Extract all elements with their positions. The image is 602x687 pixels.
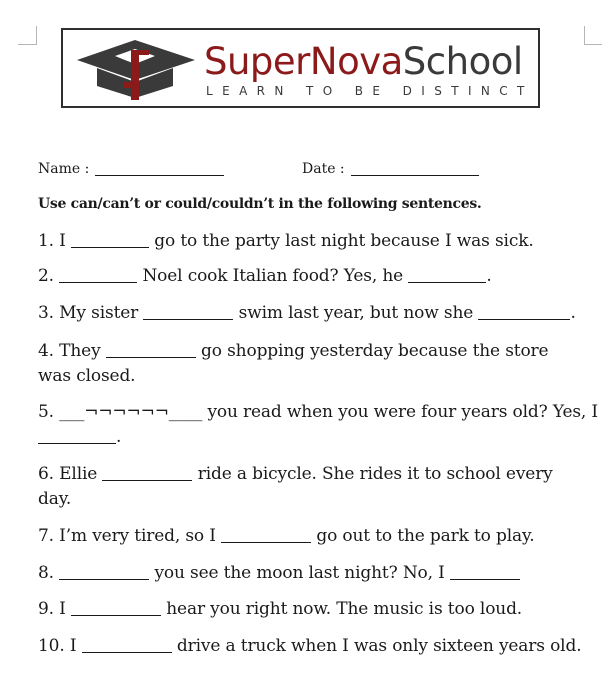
question-8	[38, 561, 520, 586]
brand-name	[204, 40, 523, 84]
crop-mark-top-right	[584, 26, 602, 45]
answer-blank[interactable]	[450, 561, 520, 580]
question-text: day.	[38, 489, 72, 509]
instruction-text: Use can/can’t or could/couldn’t in the following sentences.	[38, 196, 482, 212]
question-text: you see the moon last night? No, I	[149, 563, 450, 583]
question-text: was closed.	[38, 366, 136, 386]
question-2	[38, 264, 492, 289]
question-text: .	[116, 427, 122, 447]
question-text: 2.	[38, 266, 60, 286]
brand-tagline: LEARN TO BE DISTINCT	[206, 84, 534, 98]
crop-mark-top-left	[18, 26, 37, 45]
brand-name-part2: School	[402, 40, 523, 83]
question-5	[38, 400, 598, 450]
question-text: 10. I	[38, 636, 82, 656]
question-text: go shopping yesterday because the store	[195, 341, 549, 361]
date-blank[interactable]	[351, 161, 479, 176]
question-text: drive a truck when I was only sixteen years old.	[171, 636, 582, 656]
question-6	[38, 462, 553, 512]
answer-blank[interactable]	[408, 264, 486, 283]
answer-blank[interactable]	[221, 524, 311, 543]
question-7	[38, 524, 534, 549]
answer-blank[interactable]	[82, 634, 172, 653]
answer-blank[interactable]	[102, 462, 192, 481]
name-field	[38, 161, 224, 177]
answer-blank[interactable]	[71, 597, 161, 616]
date-field	[302, 161, 479, 177]
question-text: you read when you were four years old? Yes, I	[202, 402, 598, 422]
question-text: 8.	[38, 563, 60, 583]
graduation-cap-icon	[75, 38, 197, 100]
question-text: 6. Ellie	[38, 464, 103, 484]
answer-blank[interactable]	[71, 229, 149, 248]
name-label: Name :	[38, 161, 90, 177]
school-logo	[61, 28, 540, 108]
answer-blank[interactable]	[59, 264, 137, 283]
date-label: Date :	[302, 161, 345, 177]
question-text: Noel cook Italian food? Yes, he	[137, 266, 409, 286]
question-text: 5.	[38, 402, 60, 422]
answer-blank[interactable]: ___¬¬¬¬¬¬____	[59, 402, 203, 422]
question-text: .	[570, 303, 576, 323]
question-text: go to the party last night because I was sick.	[149, 231, 534, 251]
question-text: swim last year, but now she	[233, 303, 479, 323]
question-10	[38, 634, 581, 659]
question-text: 7. I’m very tired, so I	[38, 526, 222, 546]
question-4	[38, 339, 548, 389]
answer-blank[interactable]	[478, 301, 570, 320]
name-blank[interactable]	[95, 161, 224, 176]
question-9	[38, 597, 522, 622]
question-text: .	[486, 266, 492, 286]
answer-blank[interactable]	[38, 425, 116, 444]
question-text: 1. I	[38, 231, 71, 251]
question-text: hear you right now. The music is too loud.	[161, 599, 523, 619]
question-text: 4. They	[38, 341, 106, 361]
question-text: 9. I	[38, 599, 71, 619]
brand-name-part1: SuperNova	[204, 40, 403, 83]
question-1	[38, 229, 534, 254]
question-text: 3. My sister	[38, 303, 144, 323]
answer-blank[interactable]	[106, 339, 196, 358]
question-text: go out to the park to play.	[311, 526, 535, 546]
question-3	[38, 301, 576, 326]
answer-blank[interactable]	[143, 301, 233, 320]
answer-blank[interactable]	[59, 561, 149, 580]
question-text: ride a bicycle. She rides it to school every	[192, 464, 553, 484]
